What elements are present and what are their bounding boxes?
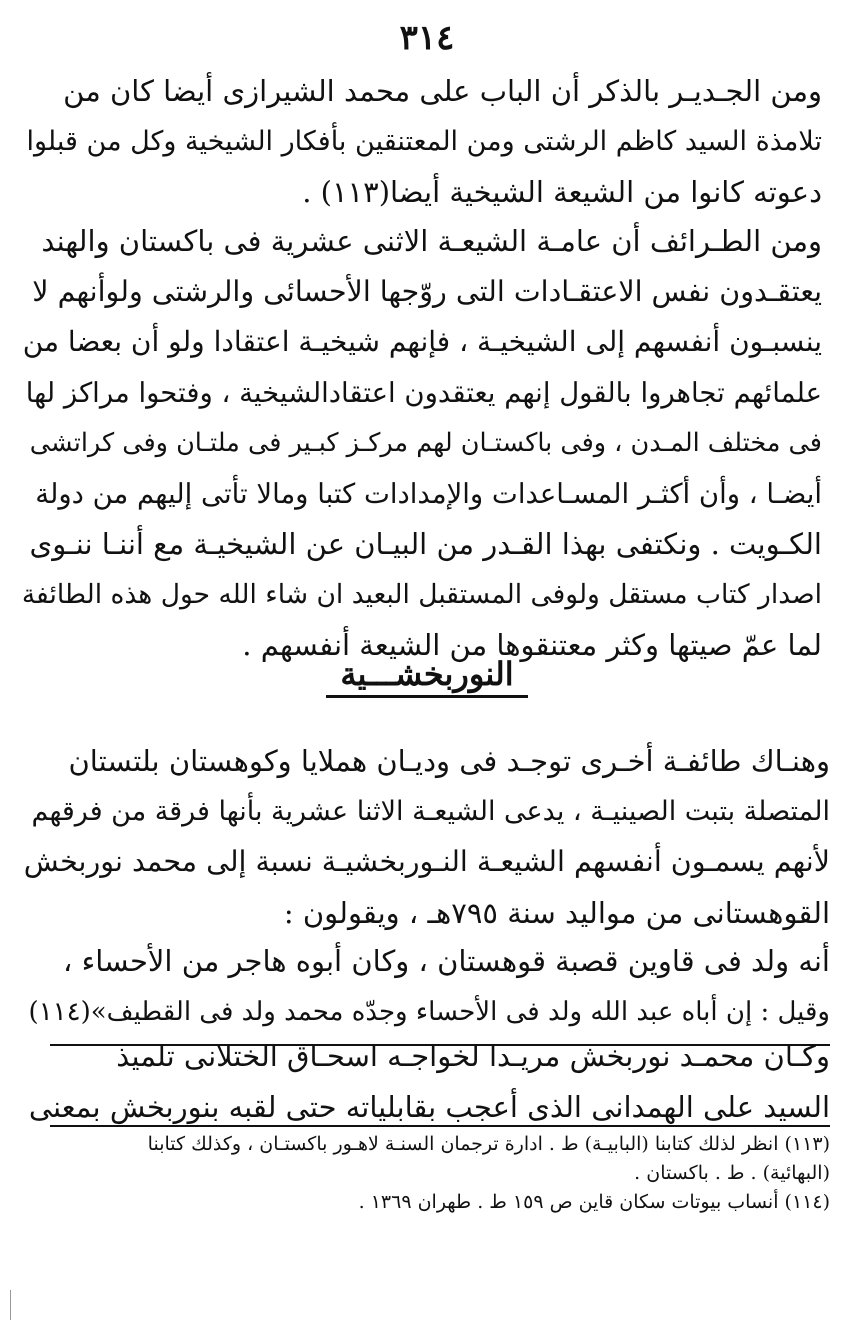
text-line: دعوته كانوا من الشيعة الشيخية أيضا(١١٣) . xyxy=(302,175,822,209)
page-number: ٣١٤ xyxy=(399,18,455,58)
footnote-line: (١١٣) انظر لذلك كتابنا (البابيـة) ط . ادارة ترجمان السنـة لاهـور باكستـان ، وكذلك كتابنا xyxy=(147,1133,830,1155)
text-line: ومن الجـديـر بالذكر أن الباب على محمد الشيرازى أيضا كان من xyxy=(63,74,822,108)
text-line: وكـان محمـد نوربخش مريـدا لخواجـه اسحـاق الختلانى تلميذ xyxy=(116,1039,830,1073)
paragraph-nurbakhshiyya-intro xyxy=(22,736,830,938)
text-line: ومن الطـرائف أن عامـة الشيعـة الاثنى عشرية فى باكستان والهند xyxy=(41,224,822,258)
text-line: علمائهم تجاهروا بالقول إنهم يعتقدون اعتقادالشيخية ، وفتحوا مراكز لها xyxy=(25,376,822,409)
text-line: وهنـاك طائفـة أخـرى توجـد فى وديـان هملايا وكوهستان بلتستان xyxy=(68,744,830,778)
paragraph-pakistan-india xyxy=(22,216,822,671)
text-line: السيد على الهمدانى الذى أعجب بقابلياته حتى لقبه بنوربخش بمعنى xyxy=(28,1089,830,1124)
paragraph-birth xyxy=(22,936,830,1037)
text-line: لما عمّ صيتها وكثر معتنقوها من الشيعة أنفسهم . xyxy=(242,628,822,662)
section-heading-text: النوربخشـــية xyxy=(326,655,527,698)
text-line: ينسبـون أنفسهم إلى الشيخيـة ، فإنهم شيخيـة اعتقادا ولو أن بعضا من xyxy=(22,325,822,358)
footnote-line: (١١٤) أنساب بيوتات سكان قاين ص ١٥٩ ط . طهران ١٣٦٩ . xyxy=(358,1191,830,1213)
section-heading xyxy=(0,655,854,693)
paragraph-murid xyxy=(22,1031,830,1132)
text-line: وقيل : إن أباه عبد الله ولد فى الأحساء وجدّه محمد ولد فى القطيف»(١١٤) xyxy=(28,996,830,1027)
paragraph-shirazi xyxy=(22,66,822,218)
text-line: الكـويت . ونكتفى بهذا القـدر من البيـان عن الشيخيـة مع أننـا ننـوى xyxy=(29,527,822,561)
text-line: يعتقـدون نفس الاعتقـادات التى روّجها الأحسائى والرشتى ولوأنهم لا xyxy=(32,274,822,308)
text-line: أيضـا ، وأن أكثـر المسـاعدات والإمدادات كتبا ومالا تأتى إليهم من دولة xyxy=(35,477,822,510)
text-line: أنه ولد فى قاوين قصبة قوهستان ، وكان أبوه هاجر من الأحساء ، xyxy=(63,944,830,978)
footnotes xyxy=(22,1130,830,1217)
text-line: تلامذة السيد كاظم الرشتى ومن المعتنقين بأفكار الشيخية وكل من قبلوا xyxy=(26,125,822,157)
text-line: اصدار كتاب مستقل ولوفى المستقبل البعيد ان شاء الله حول هذه الطائفة xyxy=(21,578,822,610)
text-line: القوهستانى من مواليد سنة ٧٩٥هـ ، ويقولون : xyxy=(283,895,830,930)
footnote-separator xyxy=(50,1125,830,1127)
text-line: فى مختلف المـدن ، وفى باكستـان لهم مركـز كبـير فى ملتـان وفى كراتشى xyxy=(29,428,822,458)
footnote-line: (البهائية) . ط . باكستان . xyxy=(634,1162,830,1184)
text-line: لأنهم يسمـون أنفسهم الشيعـة النـوربخشيـة نسبة إلى محمد نوربخش xyxy=(23,845,830,878)
scan-margin-mark xyxy=(10,1290,11,1320)
text-line: المتصلة بتبت الصينيـة ، يدعى الشيعـة الاثنا عشرية بأنها فرقة من فرقهم xyxy=(31,795,830,827)
